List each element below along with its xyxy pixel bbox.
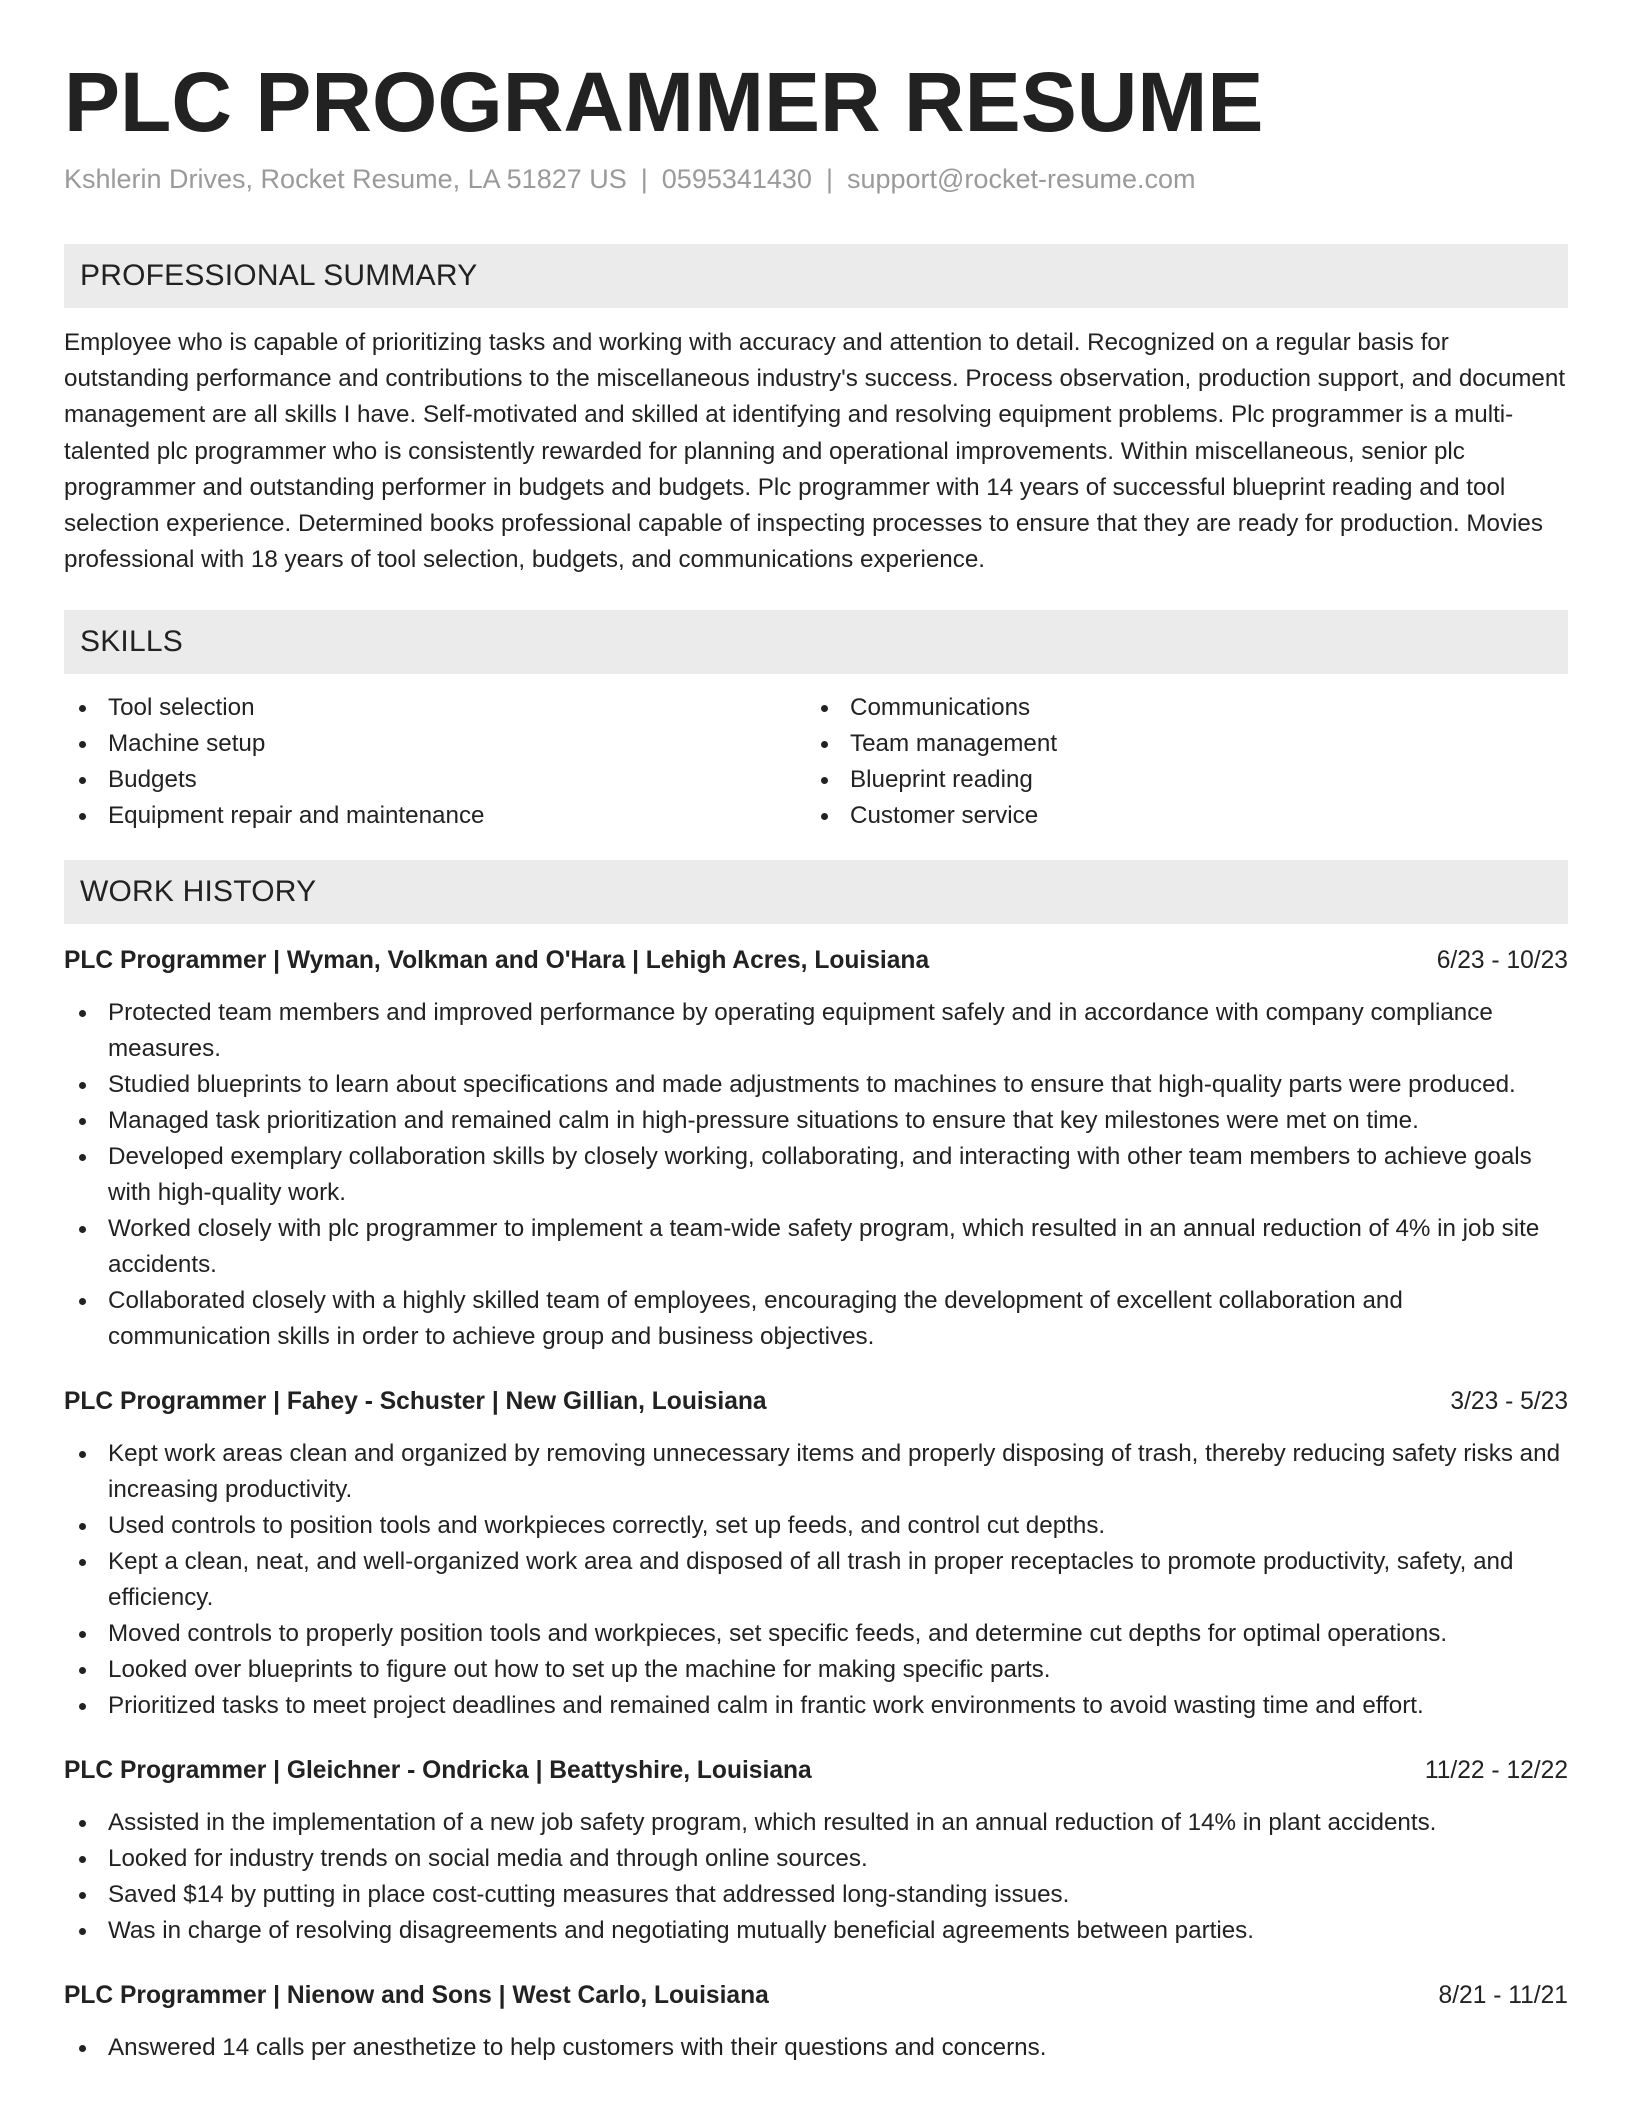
skill-item: Communications	[806, 690, 1548, 726]
job-bullet: Studied blueprints to learn about specifications and made adjustments to machines to ensure that high-quality parts were produced.	[64, 1067, 1568, 1103]
skill-item: Team management	[806, 726, 1548, 762]
skills-heading: SKILLS	[80, 625, 183, 659]
resume-title: PLC PROGRAMMER RESUME	[64, 55, 1264, 149]
job-header	[64, 944, 1568, 978]
job-bullet: Kept work areas clean and organized by removing unnecessary items and properly disposing of trash, thereby reducing safety risks and increasing productivity.	[64, 1436, 1568, 1508]
job-bullets	[64, 1805, 1568, 1949]
skill-item: Budgets	[64, 762, 806, 798]
job-bullet: Assisted in the implementation of a new job safety program, which resulted in an annual reduction of 14% in plant accidents.	[64, 1805, 1568, 1841]
job-date: 8/21 - 11/21	[1438, 1982, 1568, 2010]
skill-item: Blueprint reading	[806, 762, 1548, 798]
job-bullets	[64, 1436, 1568, 1724]
job-date: 11/22 - 12/22	[1424, 1757, 1568, 1785]
job-bullet: Prioritized tasks to meet project deadlines and remained calm in frantic work environments to avoid wasting time and effort.	[64, 1688, 1568, 1724]
job-title: PLC Programmer | Gleichner - Ondricka | Beattyshire, Louisiana	[64, 1757, 812, 1785]
job-entry	[64, 1385, 1568, 1724]
job-bullet: Managed task prioritization and remained calm in high-pressure situations to ensure that key milestones were met on time.	[64, 1103, 1568, 1139]
job-date: 3/23 - 5/23	[1450, 1388, 1568, 1416]
job-bullet: Moved controls to properly position tools and workpieces, set specific feeds, and determine cut depths for optimal operations.	[64, 1616, 1568, 1652]
job-bullet: Worked closely with plc programmer to implement a team-wide safety program, which resulted in an annual reduction of 4% in job site accidents.	[64, 1211, 1568, 1283]
job-bullet: Protected team members and improved performance by operating equipment safely and in accordance with company compliance measures.	[64, 995, 1568, 1067]
job-bullets	[64, 2030, 1568, 2066]
contact-phone: 0595341430	[661, 164, 812, 194]
skills-grid	[64, 690, 1568, 834]
skill-item: Tool selection	[64, 690, 806, 726]
job-bullet: Was in charge of resolving disagreements and negotiating mutually beneficial agreements between parties.	[64, 1913, 1568, 1949]
summary-text: Employee who is capable of prioritizing tasks and working with accuracy and attention to detail. Recognized on a regular basis for outstanding performance and contributions to the miscellaneous industry's success. Process observation, production support, and document management are all skills I have. Self-motivated and skilled at identifying and resolving equipment problems. Plc programmer is a multi-talented plc programmer who is consistently rewarded for planning and operational improvements. Within miscellaneous, senior plc programmer and outstanding performer in budgets and budgets. Plc programmer with 14 years of successful blueprint reading and tool selection experience. Determined books professional capable of inspecting processes to ensure that they are ready for production. Movies professional with 18 years of tool selection, budgets, and communications experience.	[64, 329, 1566, 574]
job-entry	[64, 944, 1568, 1355]
job-bullet: Answered 14 calls per anesthetize to help customers with their questions and concerns.	[64, 2030, 1568, 2066]
skills-column-right	[806, 690, 1548, 834]
contact-line	[64, 162, 1568, 196]
job-bullet: Collaborated closely with a highly skilled team of employees, encouraging the development of excellent collaboration and communication skills in order to achieve group and business objectives.	[64, 1283, 1568, 1355]
contact-email: support@rocket-resume.com	[846, 164, 1196, 194]
job-header	[64, 1385, 1568, 1419]
job-bullet: Looked for industry trends on social media and through online sources.	[64, 1841, 1568, 1877]
job-title: PLC Programmer | Nienow and Sons | West Carlo, Louisiana	[64, 1982, 769, 2010]
contact-address: Kshlerin Drives, Rocket Resume, LA 51827 US	[64, 164, 627, 194]
job-title: PLC Programmer | Wyman, Volkman and O'Hara | Lehigh Acres, Louisiana	[64, 947, 930, 975]
job-bullet: Saved $14 by putting in place cost-cutting measures that addressed long-standing issues.	[64, 1877, 1568, 1913]
job-entry	[64, 1979, 1568, 2066]
resume-page	[64, 54, 1568, 2066]
skills-section-header	[64, 610, 1568, 674]
job-bullets	[64, 995, 1568, 1355]
skills-column-left	[64, 690, 806, 834]
job-bullet: Developed exemplary collaboration skills by closely working, collaborating, and interacting with other team members to achieve goals with high-quality work.	[64, 1139, 1568, 1211]
job-header	[64, 1754, 1568, 1788]
summary-section-header	[64, 244, 1568, 308]
job-date: 6/23 - 10/23	[1436, 947, 1568, 975]
summary-heading: PROFESSIONAL SUMMARY	[80, 259, 478, 292]
job-bullet: Looked over blueprints to figure out how to set up the machine for making specific parts.	[64, 1652, 1568, 1688]
skill-item: Machine setup	[64, 726, 806, 762]
contact-separator: |	[825, 164, 833, 194]
skill-item: Equipment repair and maintenance	[64, 798, 806, 834]
job-title: PLC Programmer | Fahey - Schuster | New Gillian, Louisiana	[64, 1388, 767, 1416]
job-header	[64, 1979, 1568, 2013]
job-bullet: Kept a clean, neat, and well-organized work area and disposed of all trash in proper receptacles to promote productivity, safety, and efficiency.	[64, 1544, 1568, 1616]
work-heading: WORK HISTORY	[80, 875, 317, 909]
job-entry	[64, 1754, 1568, 1949]
skill-item: Customer service	[806, 798, 1548, 834]
job-bullet: Used controls to position tools and workpieces correctly, set up feeds, and control cut depths.	[64, 1508, 1568, 1544]
work-section-header	[64, 860, 1568, 924]
contact-separator: |	[640, 164, 648, 194]
